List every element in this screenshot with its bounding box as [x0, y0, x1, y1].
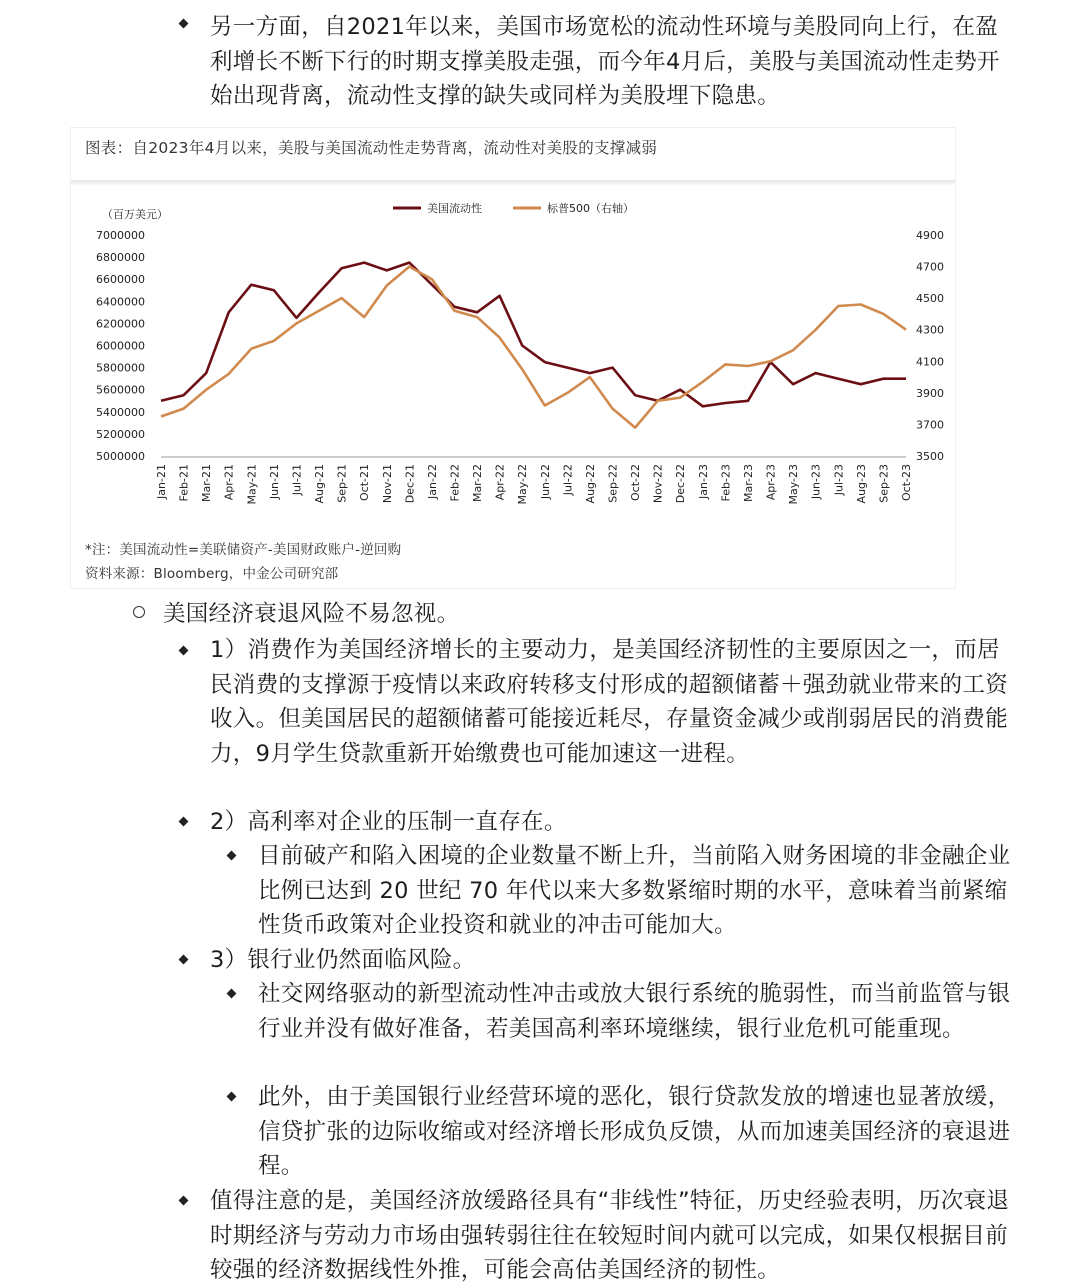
right-axis-tick: 4300 — [916, 323, 944, 337]
left-axis-unit: （百万美元） — [102, 208, 168, 221]
x-axis-tick: Dec-22 — [674, 464, 688, 504]
left-axis-tick: 6400000 — [96, 295, 145, 309]
x-axis-tick: Jul-23 — [832, 464, 846, 496]
x-axis-tick: Apr-21 — [222, 464, 236, 501]
right-axis-tick: 4500 — [916, 292, 944, 306]
x-axis-tick: Apr-22 — [493, 464, 507, 501]
left-axis-tick: 5000000 — [96, 450, 145, 463]
left-axis-tick: 6000000 — [96, 339, 145, 353]
x-axis-tick: Oct-23 — [900, 464, 913, 501]
x-axis-tick: Jan-22 — [425, 464, 439, 499]
x-axis-tick: Sep-21 — [335, 464, 349, 503]
x-axis-tick: Jul-22 — [561, 464, 575, 496]
right-axis-tick: 4900 — [916, 229, 944, 242]
right-axis-tick: 3700 — [916, 418, 944, 432]
x-axis-tick: Apr-23 — [764, 464, 778, 501]
right-axis-tick: 3900 — [916, 386, 944, 400]
bullet-icon — [179, 19, 189, 29]
circle-bullet-icon — [133, 606, 145, 618]
left-axis-tick: 5600000 — [96, 383, 145, 397]
x-axis-tick: May-23 — [787, 464, 801, 505]
bullet-icon — [179, 1196, 189, 1206]
right-axis-tick: 3500 — [916, 450, 944, 463]
legend-label: 标普500（右轴） — [547, 202, 634, 215]
bullet-icon — [179, 817, 189, 827]
x-axis-tick: Jun-21 — [267, 464, 281, 500]
liquidity-sp500-chart — [71, 128, 955, 528]
x-axis-tick: Nov-22 — [651, 464, 665, 504]
list-item: 2）高利率对企业的压制一直存在。 — [210, 809, 567, 835]
bullet-icon — [179, 646, 189, 656]
x-axis-tick: Jul-21 — [290, 464, 304, 496]
left-axis-tick: 5400000 — [96, 405, 145, 419]
list-item: 值得注意的是，美国经济放缓路径具有“非线性”特征，历史经验表明，历次衰退时期经济与劳动力市场由强转弱往往在较短时间内就可以完成，如果仅根据目前较强的经济数据线性外推，可能会高估美国经济的韧性。 — [210, 1188, 1010, 1283]
x-axis-tick: Feb-22 — [448, 464, 462, 502]
x-axis-tick: Jan-23 — [696, 464, 710, 499]
sub-list-item: 目前破产和陷入困境的企业数量不断上升，当前陷入财务困境的非金融企业比例已达到 20 世纪 70 年代以来大多数紧缩时期的水平，意味着当前紧缩性货币政策对企业投资和就业的冲击可能加大。 — [258, 843, 1011, 938]
x-axis-tick: Feb-23 — [719, 464, 733, 502]
x-axis-tick: Jun-22 — [538, 463, 552, 500]
left-axis-tick: 5800000 — [96, 361, 145, 375]
x-axis-tick: Jun-23 — [809, 464, 823, 500]
sub-list-item: 社交网络驱动的新型流动性冲击或放大银行系统的脆弱性，而当前监管与银行业并没有做好准备，若美国高利率环境继续，银行业危机可能重现。 — [258, 981, 1011, 1042]
x-axis-tick: Mar-21 — [200, 464, 214, 503]
section-heading: 美国经济衰退风险不易忽视。 — [163, 601, 460, 627]
list-item: 1）消费作为美国经济增长的主要动力，是美国经济韧性的主要原因之一，而居民消费的支撑源于疫情以来政府转移支付形成的超额储蓄＋强劲就业带来的工资收入。但美国居民的超额储蓄可能接近耗尽，存量资金减少或削弱居民的消费能力，9月学生贷款重新开始缴费也可能加速这一进程。 — [210, 637, 1009, 767]
list-item: 3）银行业仍然面临风险。 — [210, 947, 476, 973]
figure-source: 资料来源：Bloomberg，中金公司研究部 — [85, 566, 339, 582]
figure-note: *注：美国流动性=美联储资产-美国财政账户-逆回购 — [85, 542, 402, 558]
x-axis-tick: Oct-22 — [629, 464, 643, 501]
x-axis-tick: Aug-22 — [583, 464, 597, 504]
bullet-icon — [227, 989, 237, 999]
x-axis-tick: Jan-21 — [155, 464, 168, 499]
bullet-icon — [227, 1092, 237, 1102]
left-axis-tick: 6800000 — [96, 251, 145, 265]
x-axis-tick: Aug-23 — [854, 464, 868, 504]
legend-label: 美国流动性 — [427, 202, 482, 215]
left-axis-tick: 5200000 — [96, 427, 145, 441]
left-axis-tick: 6200000 — [96, 317, 145, 331]
x-axis-tick: Aug-21 — [313, 464, 327, 504]
right-axis-tick: 4700 — [916, 260, 944, 274]
x-axis-tick: Mar-22 — [471, 464, 485, 503]
x-axis-tick: Nov-21 — [380, 464, 394, 504]
bullet-icon — [227, 851, 237, 861]
figure-title: 图表：自2023年4月以来，美股与美国流动性走势背离，流动性对美股的支撑减弱 — [85, 139, 658, 157]
chart-figure — [70, 127, 956, 589]
x-axis-tick: Oct-21 — [358, 464, 372, 501]
intro-paragraph: 另一方面，自2021年以来，美国市场宽松的流动性环境与美股同向上行，在盈利增长不断下行的时期支撑美股走强，而今年4月后，美股与美国流动性走势开始出现背离，流动性支撑的缺失或同样为美股埋下隐患。 — [210, 14, 1000, 109]
x-axis-tick: Sep-22 — [606, 464, 620, 503]
x-axis-tick: May-21 — [245, 464, 259, 505]
right-axis-tick: 4100 — [916, 355, 944, 369]
x-axis-tick: May-22 — [516, 464, 530, 505]
left-axis-tick: 6600000 — [96, 273, 145, 287]
x-axis-tick: Mar-23 — [741, 464, 755, 503]
left-axis-tick: 7000000 — [96, 229, 145, 242]
sub-list-item: 此外，由于美国银行业经营环境的恶化，银行贷款发放的增速也显著放缓，信贷扩张的边际收缩或对经济增长形成负反馈，从而加速美国经济的衰退进程。 — [258, 1084, 1011, 1179]
x-axis-tick: Sep-23 — [877, 464, 891, 503]
bullet-icon — [179, 955, 189, 965]
x-axis-tick: Feb-21 — [177, 464, 191, 502]
liquidity-series-line — [161, 263, 906, 407]
x-axis-tick: Dec-21 — [403, 464, 417, 504]
